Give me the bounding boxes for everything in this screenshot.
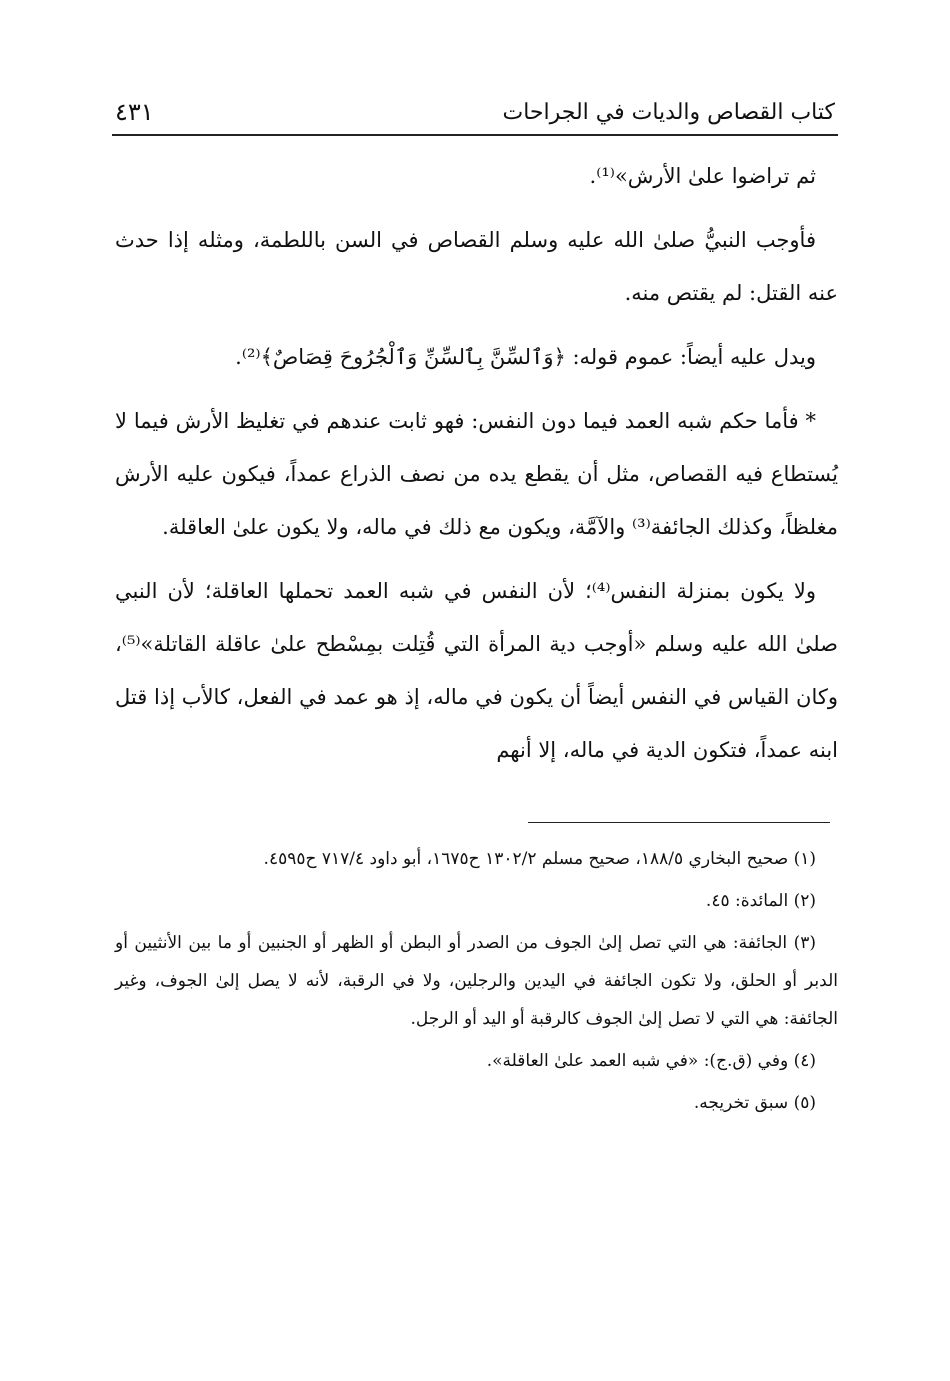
footnotes — [115, 840, 838, 1126]
page-number: ٤٣١ — [115, 98, 154, 126]
footnote: (١) صحيح البخاري ١٨٨/٥، صحيح مسلم ١٣٠٢/٢ ح١٦٧٥، أبو داود ٧١٧/٤ ح٤٥٩٥. — [263, 849, 816, 869]
book-title: كتاب القصاص والديات في الجراحات — [502, 99, 835, 125]
paragraph: ولا يكون بمنزلة النفس⁽⁴⁾؛ لأن النفس في شبه العمد تحملها العاقلة؛ لأن النبي صلىٰ الله عليه وسلم «أوجب دية المرأة التي قُتِلت بمِسْطح علىٰ عاقلة القاتلة»⁽⁵⁾، وكان القياس في النفس أيضاً أن يكون في ماله، إذ هو عمد في الفعل، كالأب إذا قتل ابنه عمداً، فتكون الدية في ماله، إلا أنهم — [115, 579, 838, 762]
body-text — [115, 150, 838, 788]
footnote: (٤) وفي (ق.ج): «في شبه العمد علىٰ العاقلة». — [486, 1051, 816, 1071]
paragraph: ثم تراضوا علىٰ الأرش»⁽¹⁾. — [589, 164, 816, 188]
running-header — [115, 92, 835, 132]
footnote: (٥) سبق تخريجه. — [693, 1093, 816, 1113]
footnote: (٢) المائدة: ٤٥. — [705, 891, 816, 911]
footnote-rule — [528, 822, 830, 823]
header-rule — [112, 134, 838, 136]
paragraph: * فأما حكم شبه العمد فيما دون النفس: فهو ثابت عندهم في تغليظ الأرش فيما لا يُستطاع فيه القصاص، مثل أن يقطع يده من نصف الذراع عمداً، فيكون عليه الأرش مغلظاً، وكذلك الجائفة⁽³⁾ والآمَّة، ويكون مع ذلك في ماله، ولا يكون علىٰ العاقلة. — [115, 409, 838, 539]
footnote: (٣) الجائفة: هي التي تصل إلىٰ الجوف من الصدر أو البطن أو الظهر أو الجنبين أو ما بين الأنثيين أو الدبر أو الحلق، ولا تكون الجائفة في اليدين والرجلين، ولا في الرقبة، لأنه لا يصل إلىٰ الجوف، وغير الجائفة: هي التي لا تصل إلىٰ الجوف كالرقبة أو اليد أو الرجل. — [115, 933, 838, 1029]
paragraph: فأوجب النبيُّ صلىٰ الله عليه وسلم القصاص في السن باللطمة، ومثله إذا حدث عنه القتل: لم يقتص منه. — [115, 228, 838, 305]
paragraph: ويدل عليه أيضاً: عموم قوله: ﴿وَٱلسِّنَّ بِٱلسِّنِّ وَٱلْجُرُوحَ قِصَاصٌ﴾⁽²⁾. — [235, 345, 816, 369]
